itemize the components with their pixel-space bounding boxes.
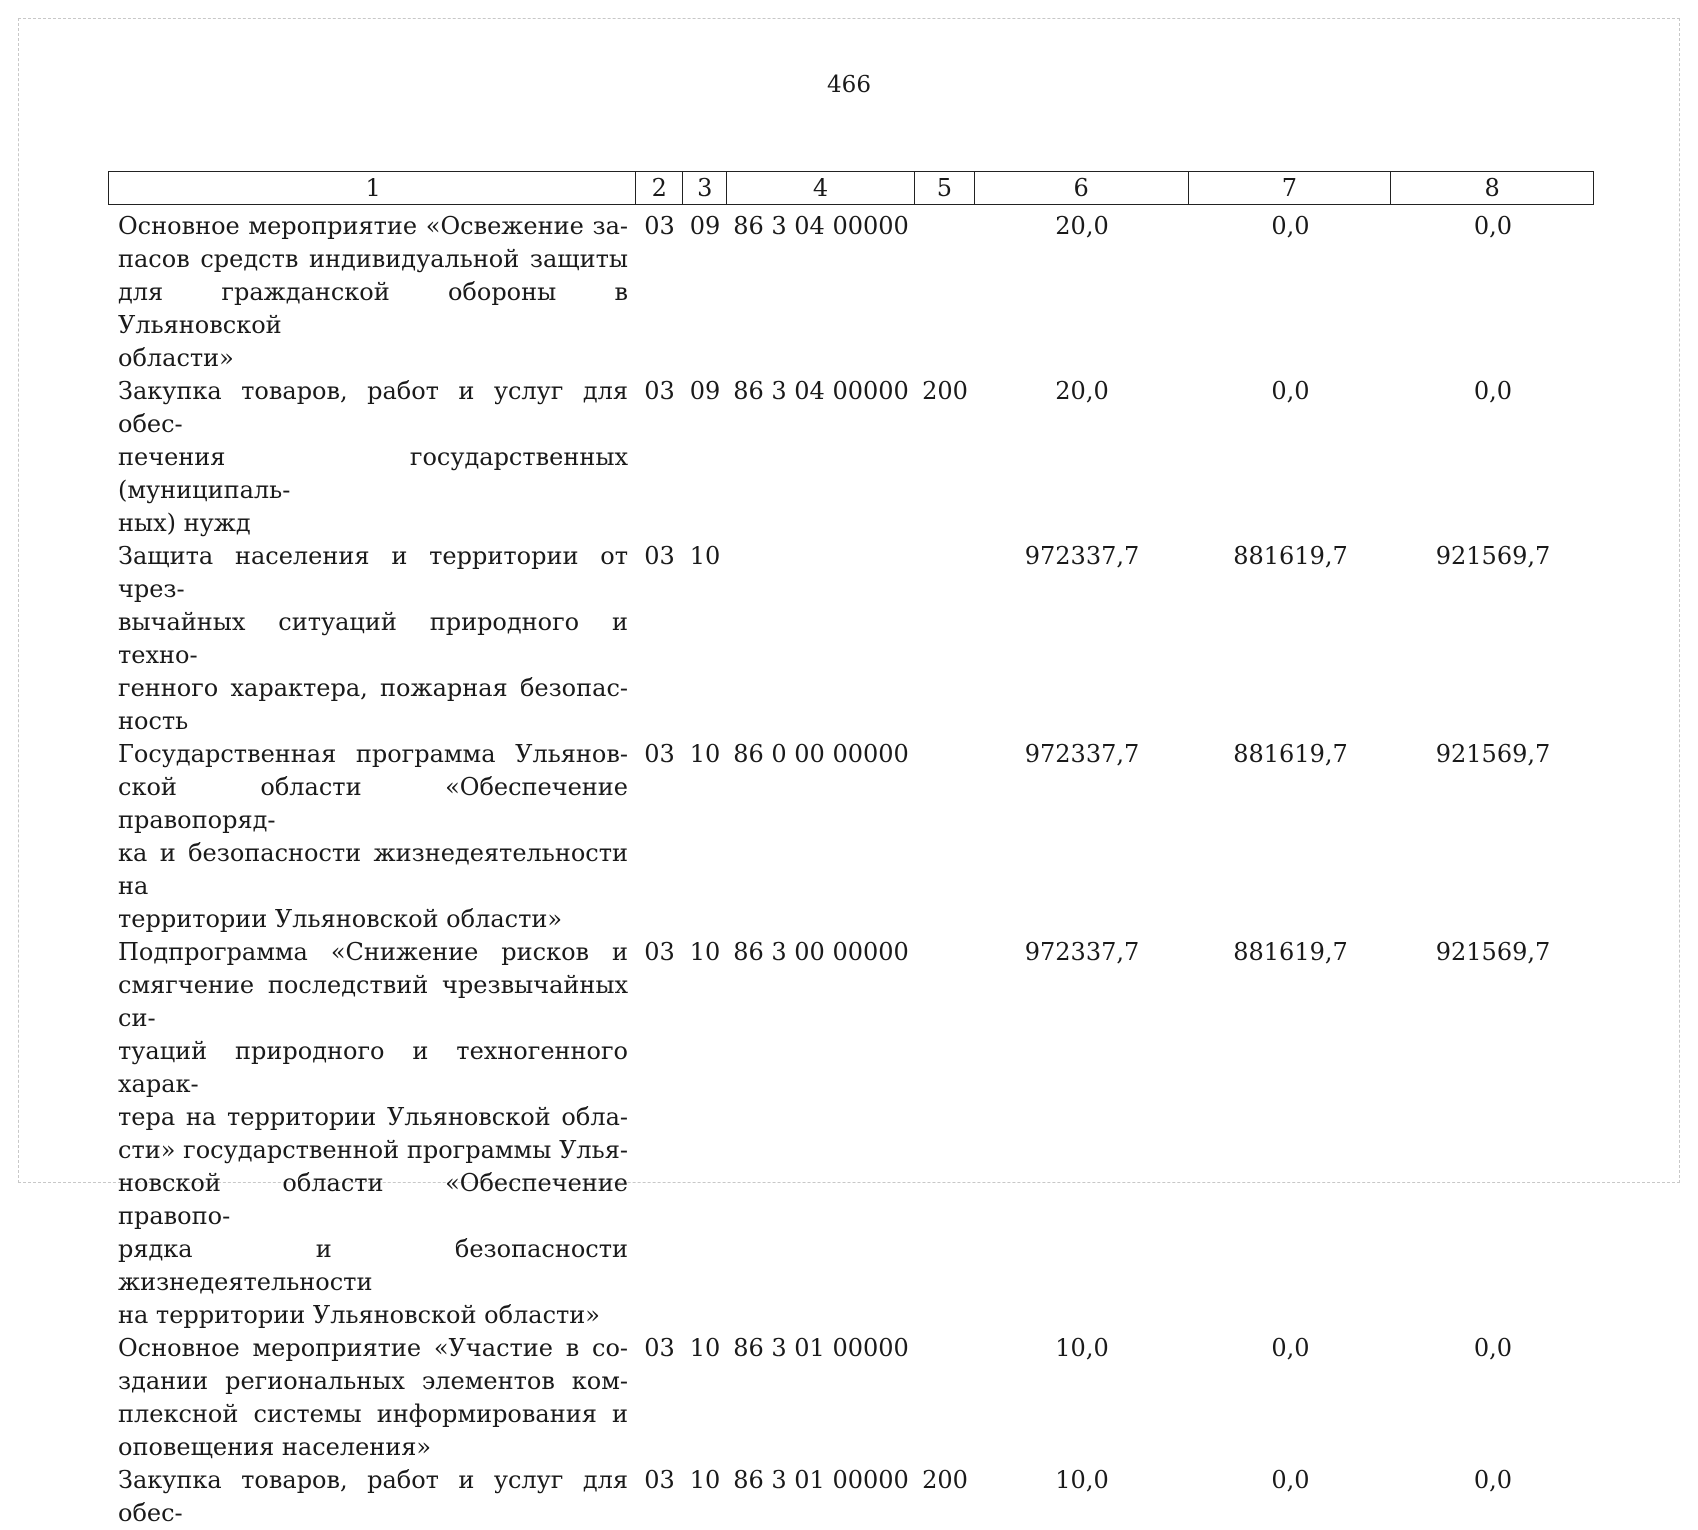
expense-type-code [915, 540, 975, 738]
amount-col-7: 881619,7 [1233, 542, 1348, 570]
table-row [108, 1464, 1594, 1530]
amount-col-8: 0,0 [1473, 212, 1513, 240]
amount-col-8: 921569,7 [1435, 542, 1551, 570]
amount-col-7: 0,0 [1271, 1466, 1310, 1494]
description-line: вычайных ситуаций природного и техно- [118, 608, 628, 669]
description-line: ных) нужд [118, 509, 251, 537]
amount-col-6: 20,0 [1055, 212, 1109, 240]
table-row [108, 375, 1594, 540]
page-number: 466 [827, 72, 871, 98]
header-col-6: 6 [975, 172, 1189, 204]
description-line: пасов средств индивидуальной защиты [118, 245, 628, 273]
section-code: 03 [644, 740, 675, 768]
description-line: ность [118, 707, 189, 735]
target-article-code: 86 3 01 00000 [733, 1466, 909, 1494]
section-code: 03 [644, 542, 675, 570]
description-line: Закупка товаров, работ и услуг для обес- [118, 377, 628, 438]
amount-col-7: 0,0 [1271, 1334, 1310, 1362]
row-description [108, 540, 636, 738]
row-description [108, 1332, 636, 1464]
description-line: Основное мероприятие «Участие в со- [118, 1334, 628, 1362]
subsection-code: 09 [689, 212, 721, 240]
description-line: ской области «Обеспечение правопоряд- [118, 773, 628, 834]
description-line: Защита населения и территории от чрез- [118, 542, 628, 603]
amount-col-6: 972337,7 [1024, 938, 1140, 966]
table-row [108, 210, 1594, 375]
target-article-code: 86 3 04 00000 [733, 212, 909, 240]
description-line: Государственная программа Ульянов- [118, 740, 628, 768]
description-line: на территории Ульяновской области» [118, 1301, 600, 1329]
table-body [108, 210, 1594, 1530]
amount-col-7: 881619,7 [1233, 938, 1348, 966]
target-article-code: 86 3 01 00000 [733, 1334, 909, 1362]
description-line: плексной системы информирования и [118, 1400, 628, 1428]
expense-type-code [915, 936, 975, 1332]
amount-col-6: 20,0 [1055, 377, 1109, 405]
description-line: Основное мероприятие «Освежение за- [118, 212, 628, 240]
header-col-7: 7 [1189, 172, 1392, 204]
description-line: для гражданской обороны в Ульяновской [118, 278, 628, 339]
amount-col-8: 921569,7 [1435, 740, 1551, 768]
description-line: сти» государственной программы Улья- [118, 1136, 628, 1164]
description-line: туаций природного и техногенного харак- [118, 1037, 628, 1098]
amount-col-7: 0,0 [1271, 212, 1310, 240]
header-col-3: 3 [683, 172, 727, 204]
expense-type-code: 200 [922, 1466, 968, 1494]
description-line: оповещения населения» [118, 1433, 432, 1461]
section-code: 03 [644, 212, 675, 240]
subsection-code: 10 [689, 1466, 721, 1494]
subsection-code: 10 [689, 542, 721, 570]
expense-type-code [915, 210, 975, 375]
target-article-code [727, 540, 915, 738]
description-line: новской области «Обеспечение правопо- [118, 1169, 628, 1230]
header-col-5: 5 [915, 172, 975, 204]
table-row [108, 540, 1594, 738]
description-line: Подпрограмма «Снижение рисков и [118, 938, 628, 966]
subsection-code: 09 [689, 377, 721, 405]
target-article-code: 86 0 00 00000 [733, 740, 909, 768]
description-line: ка и безопасности жизнедеятельности на [118, 839, 628, 900]
target-article-code: 86 3 04 00000 [733, 377, 909, 405]
expense-type-code [915, 1332, 975, 1464]
section-code: 03 [644, 1466, 675, 1494]
amount-col-8: 0,0 [1473, 1334, 1513, 1362]
subsection-code: 10 [689, 938, 721, 966]
row-description [108, 375, 636, 540]
description-line: печения государственных (муниципаль- [118, 443, 628, 504]
row-description [108, 1464, 636, 1530]
description-line: смягчение последствий чрезвычайных си- [118, 971, 628, 1032]
header-col-4: 4 [727, 172, 915, 204]
header-col-1: 1 [109, 172, 636, 204]
description-line: здании региональных элементов ком- [118, 1367, 628, 1395]
row-description [108, 738, 636, 936]
expense-type-code: 200 [922, 377, 968, 405]
header-col-2: 2 [636, 172, 683, 204]
description-line: территории Ульяновской области» [118, 905, 563, 933]
amount-col-8: 0,0 [1473, 1466, 1513, 1494]
description-line: области» [118, 344, 234, 372]
amount-col-8: 921569,7 [1435, 938, 1551, 966]
row-description [108, 210, 636, 375]
amount-col-7: 881619,7 [1233, 740, 1348, 768]
target-article-code: 86 3 00 00000 [733, 938, 909, 966]
table-row [108, 1332, 1594, 1464]
amount-col-8: 0,0 [1473, 377, 1513, 405]
amount-col-6: 972337,7 [1024, 542, 1140, 570]
description-line: Закупка товаров, работ и услуг для обес- [118, 1466, 628, 1527]
table-header [108, 171, 1594, 205]
subsection-code: 10 [689, 1334, 721, 1362]
description-line: рядка и безопасности жизнедеятельности [118, 1235, 628, 1296]
table-row [108, 936, 1594, 1332]
header-col-8: 8 [1484, 174, 1500, 202]
description-line: тера на территории Ульяновской обла- [118, 1103, 628, 1131]
amount-col-6: 10,0 [1055, 1334, 1109, 1362]
amount-col-6: 972337,7 [1024, 740, 1140, 768]
amount-col-6: 10,0 [1055, 1466, 1109, 1494]
row-description [108, 936, 636, 1332]
table-row [108, 738, 1594, 936]
section-code: 03 [644, 1334, 675, 1362]
section-code: 03 [644, 938, 675, 966]
expense-type-code [915, 738, 975, 936]
subsection-code: 10 [689, 740, 721, 768]
section-code: 03 [644, 377, 675, 405]
amount-col-7: 0,0 [1271, 377, 1310, 405]
description-line: генного характера, пожарная безопас- [118, 674, 628, 702]
